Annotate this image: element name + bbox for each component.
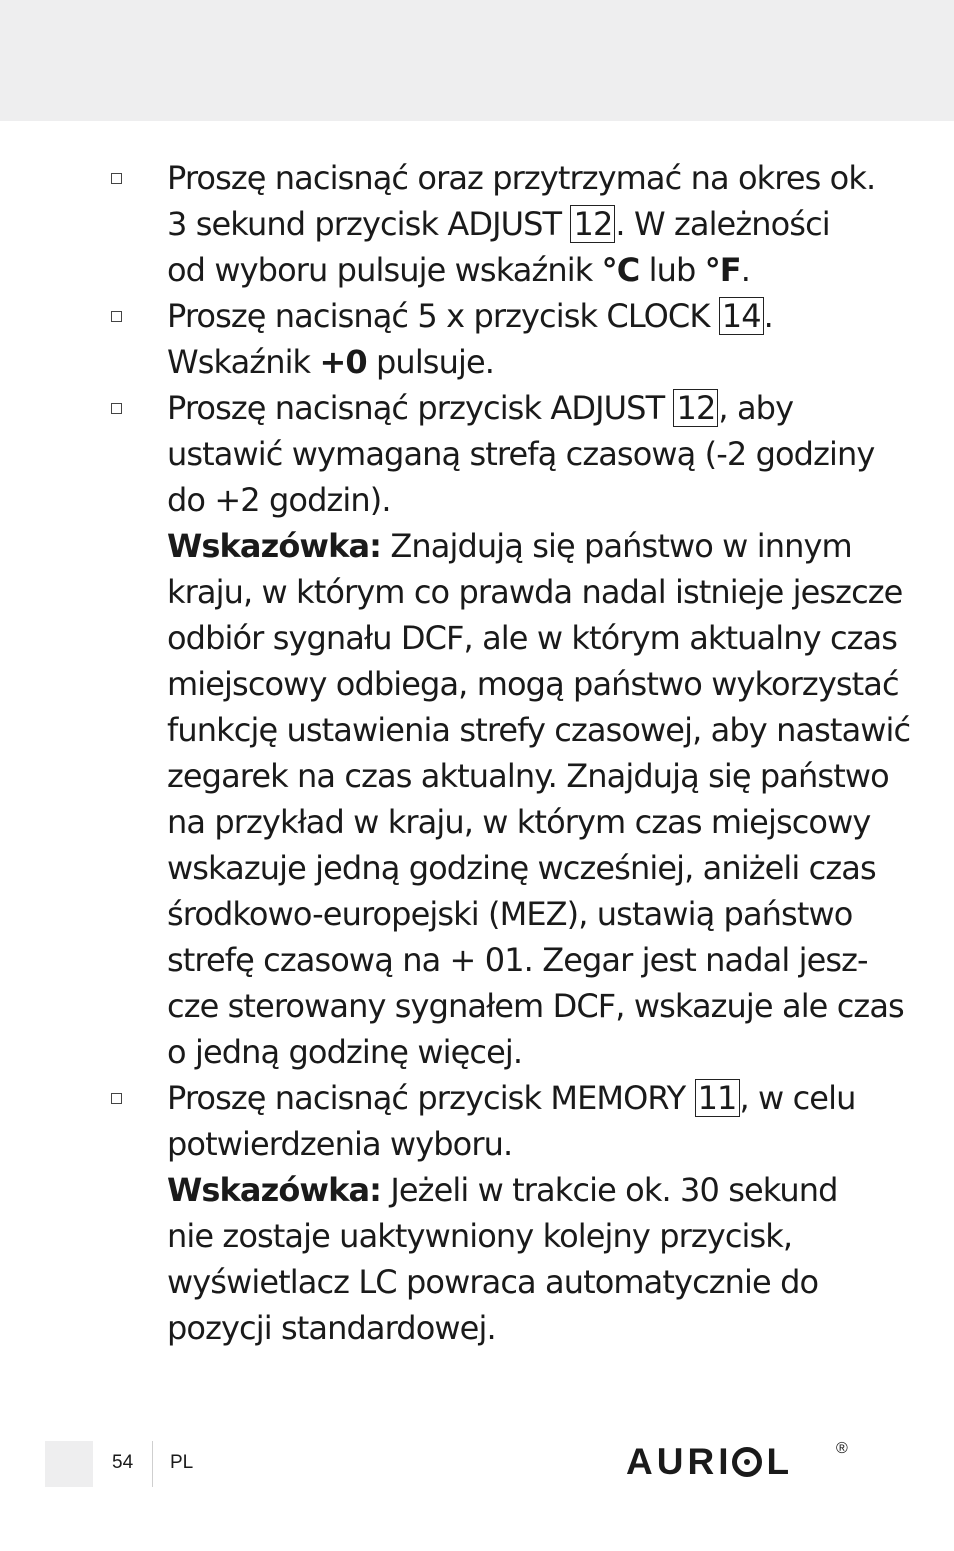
text-line: [167, 569, 903, 615]
text-line: [167, 707, 911, 753]
text-run: Znajdują się państwo w innym: [381, 527, 852, 565]
text-run: . W zależności: [615, 205, 830, 243]
text-line: [167, 753, 894, 799]
language-code: PL: [170, 1452, 194, 1473]
text-line: [167, 1075, 894, 1121]
text-run: Proszę nacisnąć oraz przytrzymać na okres ok.: [167, 159, 876, 197]
text-run: do +2 godzin).: [167, 481, 391, 519]
text-line: [167, 937, 894, 983]
text-line: [167, 339, 894, 385]
text-line: [167, 385, 894, 431]
text-line: [167, 1029, 894, 1075]
instruction-item: [0, 293, 954, 385]
text-run: nie zostaje uaktywniony kolejny przycisk,: [167, 1217, 793, 1255]
text-line: [167, 523, 894, 569]
text-run: , w celu: [739, 1079, 856, 1117]
bullet-square-icon: [111, 173, 122, 184]
text-run: 3 sekund przycisk ADJUST: [167, 205, 571, 243]
text-run: wyświetlacz LC powraca automatycznie do: [167, 1263, 819, 1301]
text-line: [167, 1259, 894, 1305]
text-line: [167, 1167, 894, 1213]
brand-logo: [626, 1438, 793, 1486]
text-line: [167, 1121, 894, 1167]
text-line: [167, 845, 894, 891]
text-run: Jeżeli w trakcie ok. 30 sekund: [381, 1171, 838, 1209]
text-line: [167, 799, 894, 845]
text-run: odbiór sygnału DCF, ale w którym aktualny czas: [167, 619, 898, 657]
reference-number-box: 12: [673, 389, 718, 427]
text-line: [167, 661, 899, 707]
text-run: potwierdzenia wyboru.: [167, 1125, 513, 1163]
bold-text: °F: [704, 251, 741, 289]
bold-text: +0: [319, 343, 367, 381]
instruction-item: [0, 385, 954, 1075]
text-run: pulsuje.: [366, 343, 495, 381]
instruction-item: [0, 1075, 954, 1351]
text-run: lub: [639, 251, 705, 289]
text-run: Wskaźnik: [167, 343, 320, 381]
bold-text: Wskazówka:: [167, 527, 382, 565]
footer-divider: [152, 1441, 153, 1487]
text-line: [167, 1213, 894, 1259]
text-line: [167, 1305, 894, 1351]
bullet-square-icon: [111, 311, 122, 322]
text-run: cze sterowany sygnałem DCF, wskazuje ale czas: [167, 987, 904, 1025]
text-line: [167, 983, 904, 1029]
text-run: zegarek na czas aktualny. Znajdują się państwo: [167, 757, 889, 795]
instruction-list: [0, 155, 954, 1351]
bullet-square-icon: [111, 1093, 122, 1104]
text-run: .: [763, 297, 773, 335]
text-run: na przykład w kraju, w którym czas miejscowy: [167, 803, 871, 841]
logo-letter: U: [656, 1441, 688, 1482]
text-run: środkowo-europejski (MEZ), ustawią państwo: [167, 895, 853, 933]
text-line: [167, 477, 894, 523]
text-line: [167, 615, 898, 661]
text-run: kraju, w którym co prawda nadal istnieje jeszcze: [167, 573, 903, 611]
text-run: strefę czasową na + 01. Zegar jest nadal jesz-: [167, 941, 868, 979]
text-run: .: [740, 251, 751, 289]
text-line: [167, 201, 894, 247]
text-line: [167, 891, 894, 937]
page-number: 54: [112, 1452, 134, 1473]
bullet-square-icon: [111, 403, 122, 414]
text-run: miejscowy odbiega, mogą państwo wykorzystać: [167, 665, 899, 703]
text-run: Proszę nacisnąć przycisk ADJUST: [167, 389, 674, 427]
text-line: [167, 431, 894, 477]
text-line: [167, 247, 894, 293]
logo-letter: R: [687, 1441, 719, 1482]
text-run: , aby: [718, 389, 794, 427]
instruction-item: [0, 155, 954, 293]
bold-text: °C: [601, 251, 640, 289]
text-run: pozycji standardowej.: [167, 1309, 496, 1347]
logo-letter: I: [718, 1441, 733, 1482]
logo-letter: L: [766, 1441, 794, 1482]
text-run: Proszę nacisnąć 5 x przycisk CLOCK: [167, 297, 719, 335]
footer-marker: [45, 1441, 93, 1487]
bold-text: Wskazówka:: [167, 1171, 382, 1209]
reference-number-box: 11: [695, 1079, 740, 1117]
reference-number-box: 12: [570, 205, 615, 243]
text-run: o jedną godzinę więcej.: [167, 1033, 523, 1071]
brand-logo-text: [626, 1441, 793, 1482]
logo-letter: A: [626, 1441, 657, 1482]
text-run: od wyboru pulsuje wskaźnik: [167, 251, 602, 289]
text-run: funkcję ustawienia strefy czasowej, aby nastawić: [167, 711, 911, 749]
text-line: [167, 293, 894, 339]
registered-mark: ®: [836, 1440, 848, 1457]
text-line: [167, 155, 894, 201]
text-run: ustawić wymaganą strefą czasową (-2 godziny: [167, 435, 875, 473]
reference-number-box: 14: [719, 297, 764, 335]
logo-o-ring-icon: [732, 1447, 762, 1477]
text-run: wskazuje jedną godzinę wcześniej, aniżeli czas: [167, 849, 876, 887]
header-band: [0, 0, 954, 121]
logo-dot: [744, 1459, 750, 1465]
text-run: Proszę nacisnąć przycisk MEMORY: [167, 1079, 695, 1117]
